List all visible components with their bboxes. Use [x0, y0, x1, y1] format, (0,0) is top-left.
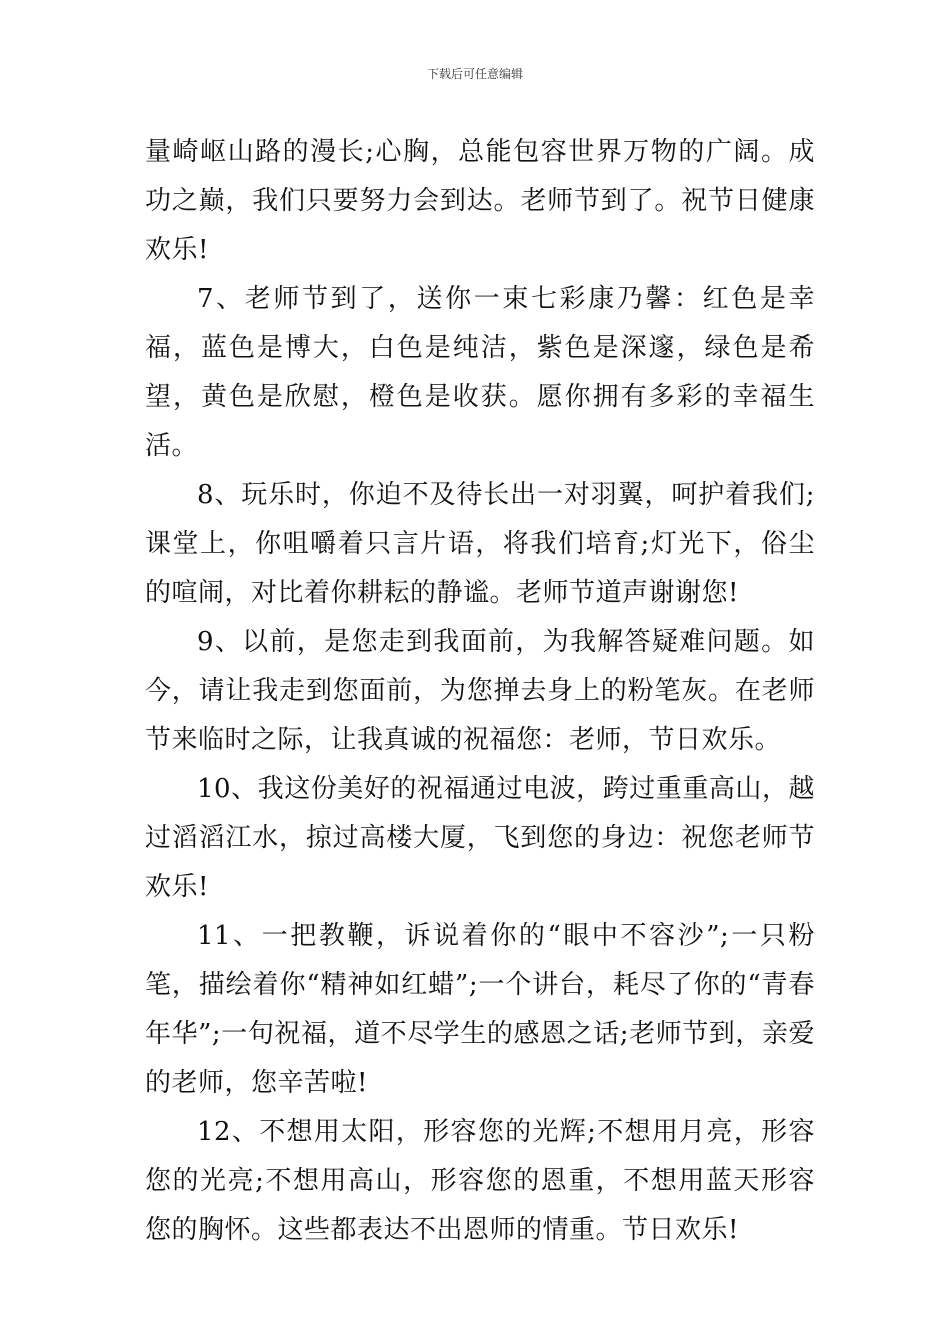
paragraph-item-10: 10、我这份美好的祝福通过电波，跨过重重高山，越过滔滔江水，掠过高楼大厦，飞到您的身边：祝您老师节欢乐!: [145, 774, 815, 902]
paragraph-item-11: 11、一把教鞭，诉说着你的“眼中不容沙”;一只粉笔，描绘着你“精神如红蜡”;一个讲台，耗尽了你的“青春年华”;一句祝福，道不尽学生的感恩之话;老师节到，亲爱的老师，您辛苦啦!: [145, 921, 815, 1098]
paragraph-item-9: 9、以前，是您走到我面前，为我解答疑难问题。如今，请让我走到您面前，为您掸去身上的粉笔灰。在老师节来临时之际，让我真诚的祝福您：老师，节日欢乐。: [145, 627, 815, 755]
paragraph-item-7: 7、老师节到了，送你一束七彩康乃馨：红色是幸福，蓝色是博大，白色是纯洁，紫色是深邃，绿色是希望，黄色是欣慰，橙色是收获。愿你拥有多彩的幸福生活。: [145, 284, 815, 461]
paragraph-item-8: 8、玩乐时，你迫不及待长出一对羽翼，呵护着我们;课堂上，你咀嚼着只言片语，将我们培育;灯光下，俗尘的喧闹，对比着你耕耘的静谧。老师节道声谢谢您!: [145, 480, 815, 608]
paragraph-item-12: 12、不想用太阳，形容您的光辉;不想用月亮，形容您的光亮;不想用高山，形容您的恩重，不想用蓝天形容您的胸怀。这些都表达不出恩师的情重。节日欢乐!: [145, 1117, 815, 1245]
paragraph-continuation: 量崎岖山路的漫长;心胸，总能包容世界万物的广阔。成功之巅，我们只要努力会到达。老师节到了。祝节日健康欢乐!: [145, 137, 815, 265]
page-header: 下载后可任意编辑: [426, 67, 523, 81]
document-body: [145, 128, 815, 1255]
